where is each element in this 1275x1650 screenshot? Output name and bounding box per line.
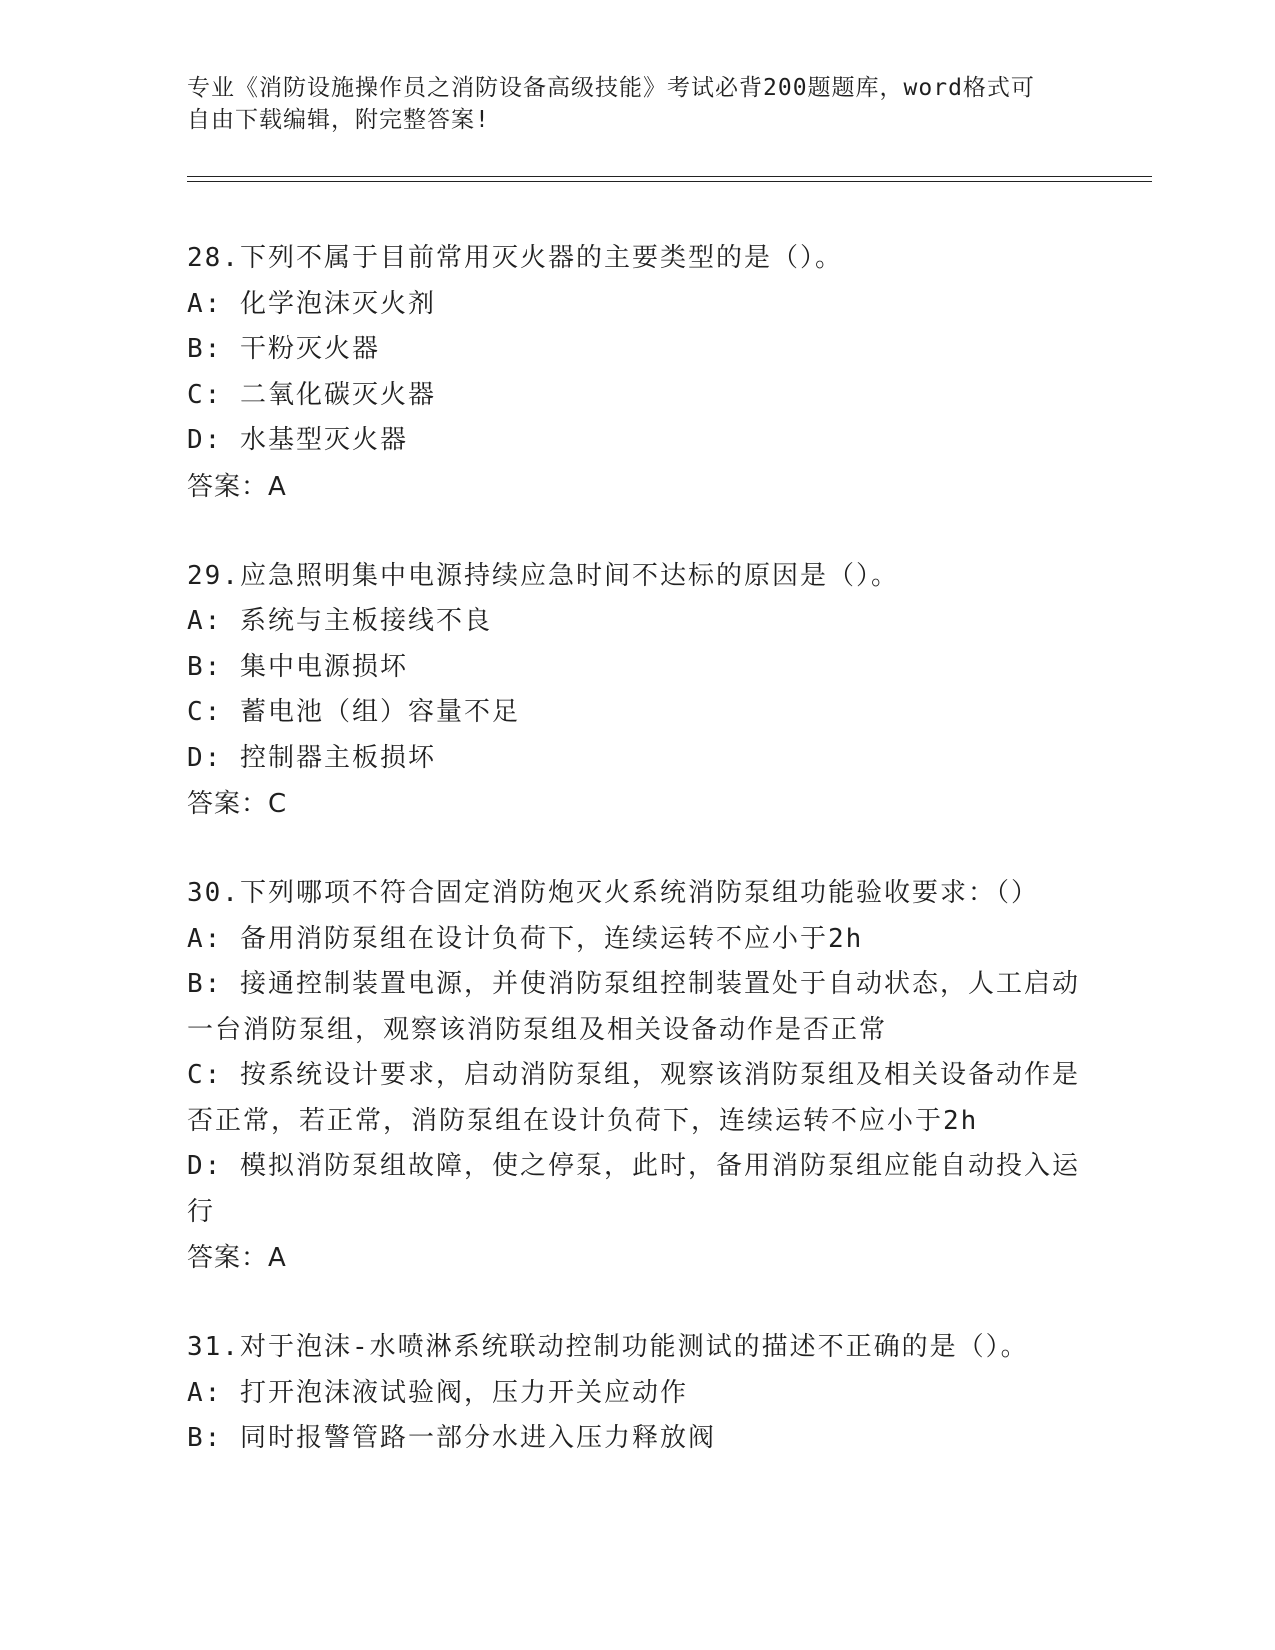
answer-label: 答案：A <box>187 1243 287 1273</box>
question-30 <box>187 871 1087 1281</box>
option-d: D: 水基型灭火器 <box>187 425 408 455</box>
option-b: B: 接通控制装置电源，并使消防泵组控制装置处于自动状态，人工启动一台消防泵组，观察该消防泵组及相关设备动作是否正常 <box>187 969 1080 1045</box>
header-rule-bottom <box>187 181 1152 182</box>
header-line-1: 专业《消防设施操作员之消防设备高级技能》考试必背200题题库，word格式可 <box>187 75 1035 101</box>
option-b: B: 同时报警管路一部分水进入压力释放阀 <box>187 1423 716 1453</box>
question-stem: 30.下列哪项不符合固定消防炮灭火系统消防泵组功能验收要求：（） <box>187 878 1039 908</box>
question-list <box>187 236 1087 1506</box>
question-stem: 31.对于泡沫-水喷淋系统联动控制功能测试的描述不正确的是（）。 <box>187 1332 1029 1362</box>
option-c: C: 蓄电池（组）容量不足 <box>187 697 520 727</box>
option-c: C: 二氧化碳灭火器 <box>187 379 436 410</box>
document-header <box>187 72 1067 136</box>
option-a: A: 打开泡沫液试验阀，压力开关应动作 <box>187 1377 688 1408</box>
option-a: A: 化学泡沫灭火剂 <box>187 288 436 319</box>
option-a: A: 系统与主板接线不良 <box>187 606 492 636</box>
question-stem: 29.应急照明集中电源持续应急时间不达标的原因是（）。 <box>187 560 899 591</box>
header-line-2: 自由下载编辑，附完整答案! <box>187 107 490 133</box>
option-b: B: 集中电源损坏 <box>187 651 408 682</box>
answer-label: 答案：A <box>187 471 287 502</box>
option-d: D: 控制器主板损坏 <box>187 742 436 773</box>
option-d: D: 模拟消防泵组故障，使之停泵，此时，备用消防泵组应能自动投入运行 <box>187 1151 1080 1227</box>
question-28 <box>187 236 1087 510</box>
answer-label: 答案：C <box>187 789 288 819</box>
question-stem: 28.下列不属于目前常用灭火器的主要类型的是（）。 <box>187 243 843 273</box>
question-29 <box>187 554 1087 828</box>
header-rule-top <box>187 176 1152 177</box>
option-c: C: 按系统设计要求，启动消防泵组，观察该消防泵组及相关设备动作是否正常，若正常，消防泵组在设计负荷下，连续运转不应小于2h <box>187 1060 1080 1136</box>
option-a: A: 备用消防泵组在设计负荷下，连续运转不应小于2h <box>187 923 864 954</box>
option-b: B: 干粉灭火器 <box>187 334 380 364</box>
question-31 <box>187 1325 1087 1462</box>
